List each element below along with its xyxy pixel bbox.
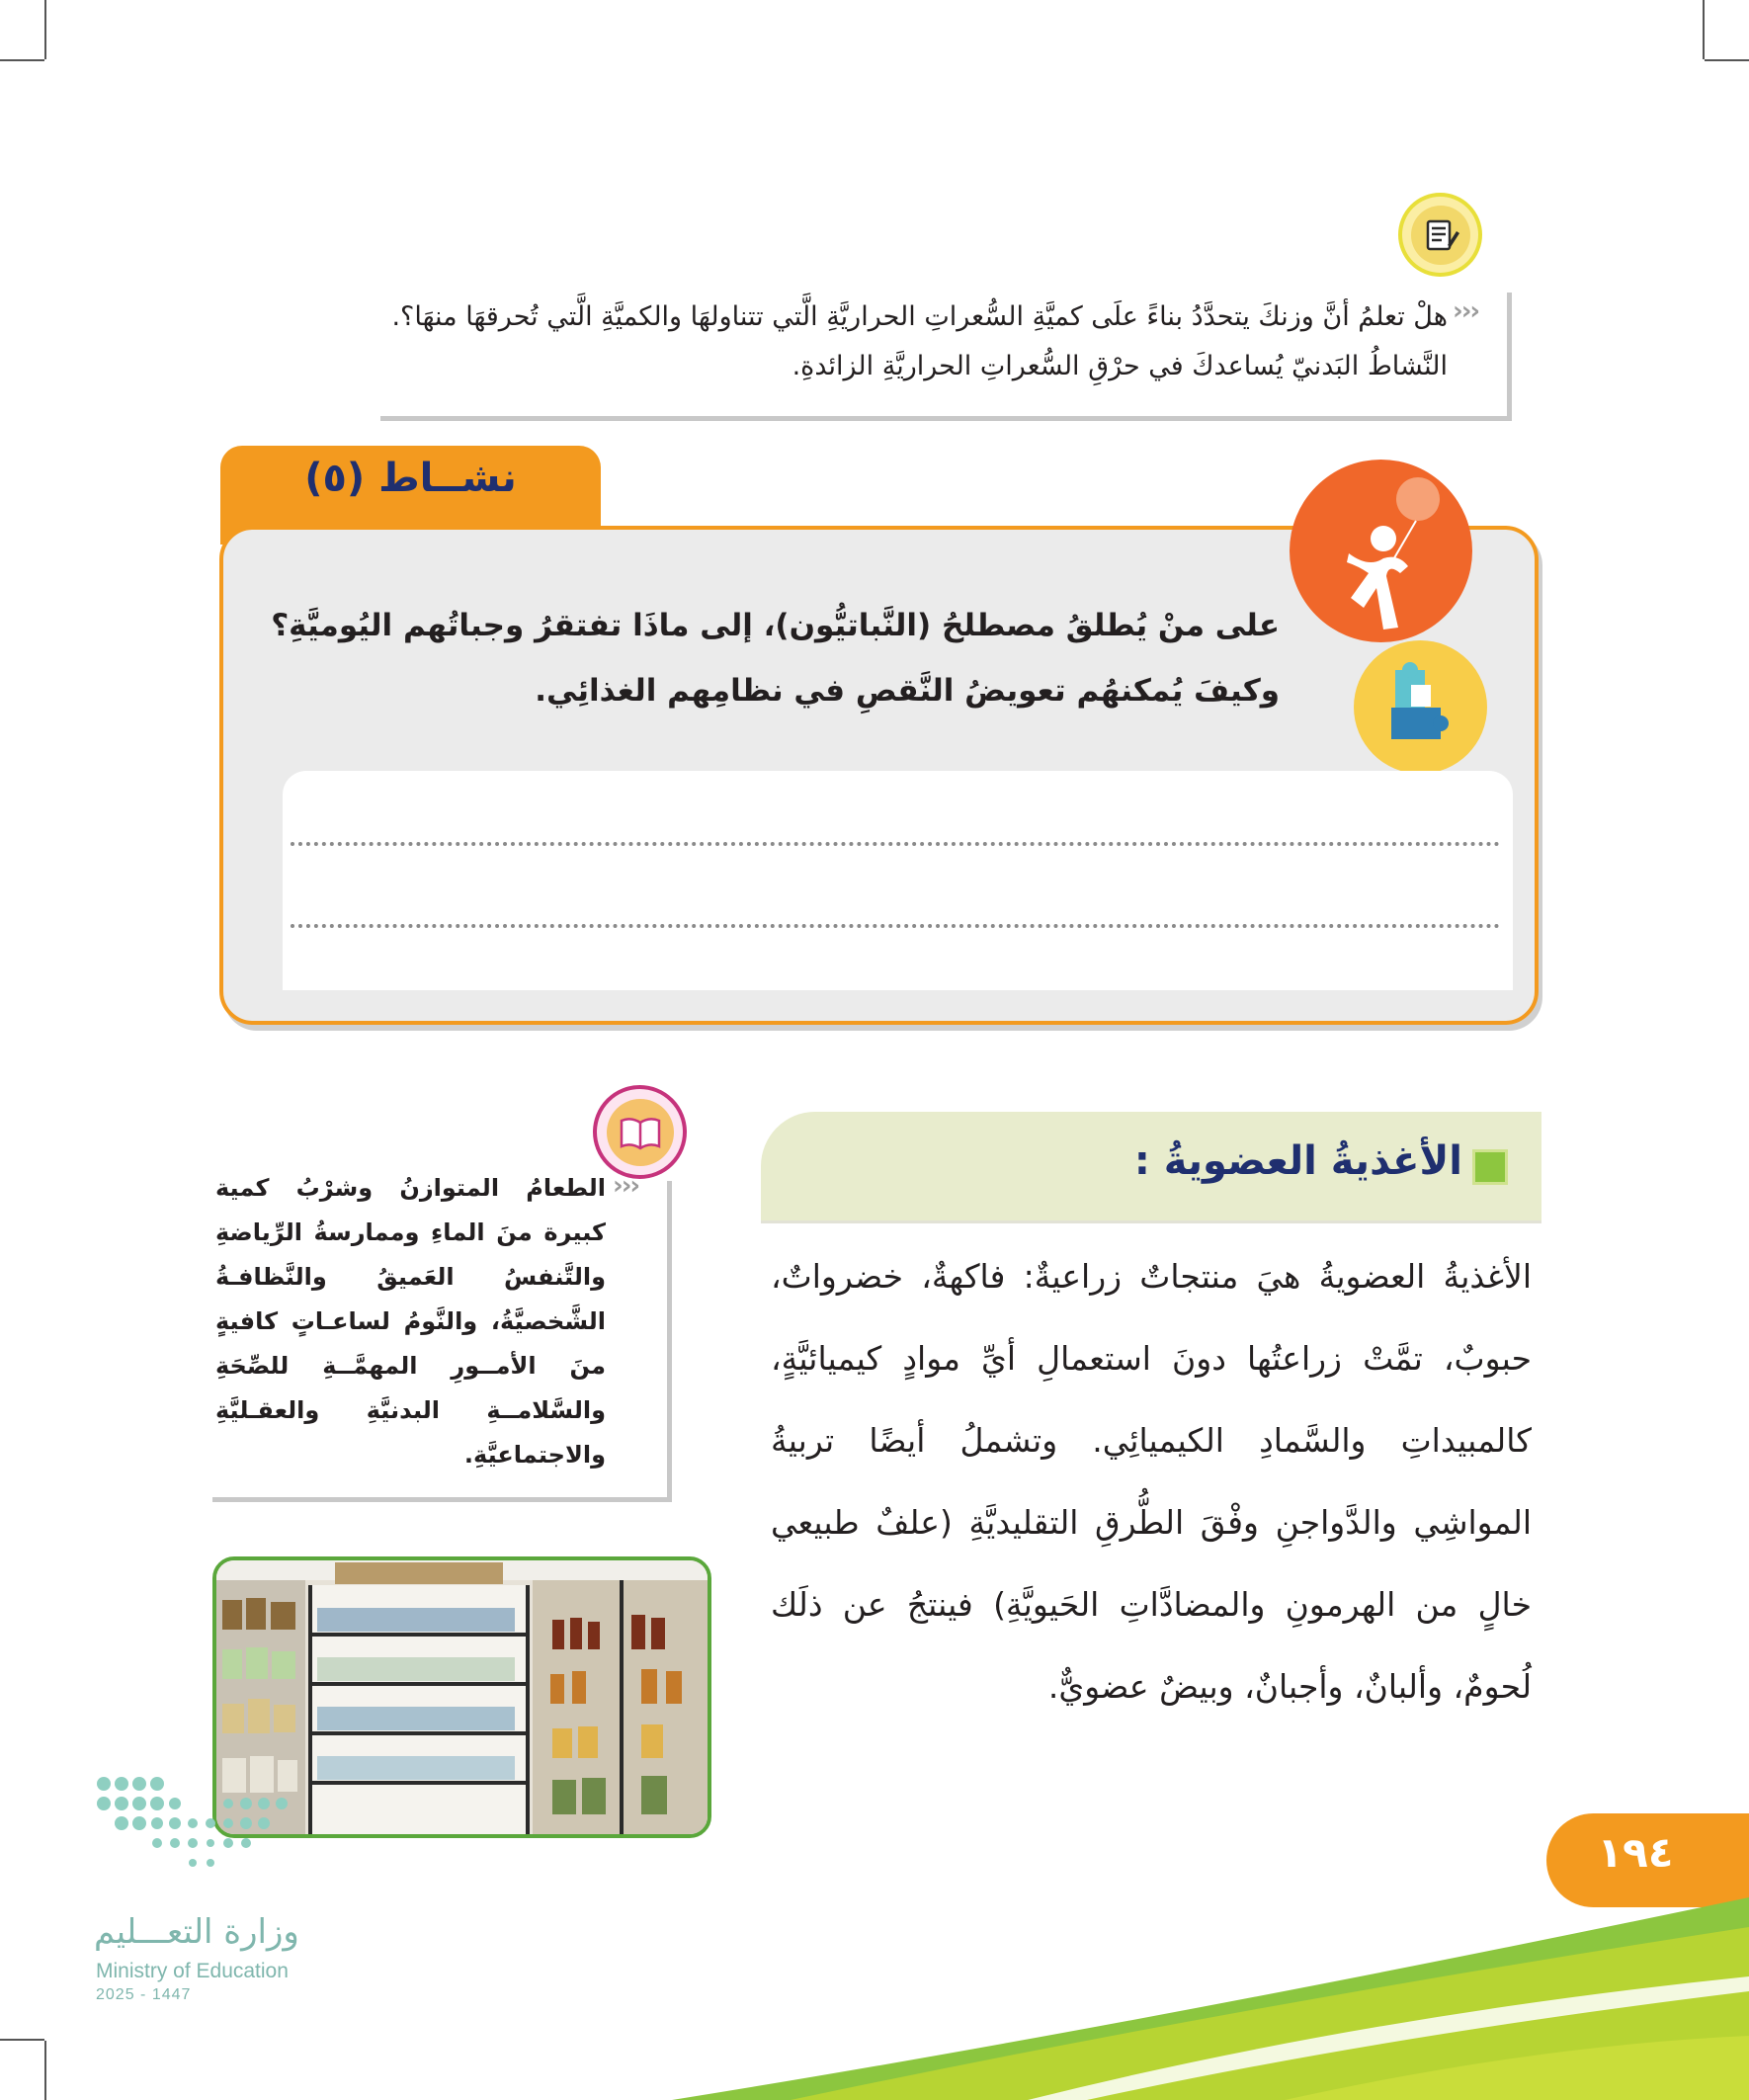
ministry-name-english: Ministry of Education (96, 1960, 289, 1982)
notes-icon (1398, 193, 1482, 277)
info-text: هلْ تعلمُ أنَّ وزنكَ يتحدَّدُ بناءً علَى كميَّةِ السُّعراتِ الحراريَّةِ الَّتي تتناولهَا والكميَّةِ الَّتي تُحرقهَا منهَا؟. النَّشاطُ البَدنيّ يُساعدكَ في حرْقِ السُّعراتِ الحراريَّةِ الزائدةِ. (391, 301, 1448, 381)
activity-question: على منْ يُطلقُ مصطلحُ (النَّباتيُّون)، إلى ماذَا تفتقرُ وجباتُهم اليُوميَّةِ؟ وكيفَ يُمكنهُم تعويضُ النَّقصِ في نظامِهم الغذائِي. (271, 608, 1280, 709)
ministry-name-arabic: وزارة التعـــليم (94, 1912, 299, 1952)
balloon-kid-icon (1290, 460, 1472, 642)
answer-area[interactable] (283, 771, 1513, 990)
activity-title: نشــاط (٥) (304, 456, 517, 501)
crop-mark (1705, 59, 1749, 61)
section-divider (761, 1220, 1541, 1223)
quote-marker: ››› (613, 1171, 639, 1201)
page-number: ١٩٤ (1597, 1828, 1674, 1877)
book-icon (593, 1085, 687, 1179)
ministry-year: 2025 - 1447 (96, 1986, 192, 2003)
puzzle-icon (1354, 640, 1487, 774)
section-body: الأغذيةُ العضويةُ هيَ منتجاتٌ زراعيةٌ: فاكهةٌ، خضرواتٌ، حبوبٌ، تمَّتْ زراعتُها دونَ استعمالِ أيِّ موادٍ كيميائيَّةٍ، كالمبيداتِ والسَّمادِ الكيميائِي. وتشملُ أيضًا تربيةُ المواشِي والدَّواجنِ وفْقَ الطُّرقِ التقليديَّةِ (علفٌ طبيعي خالٍ من الهرمونِ والمضادَّاتِ الحَيويَّةِ) فينتجُ عن ذلَك لُحومٌ، وألبانٌ، وأجبانٌ، وبيضٌ عضويٌّ. (771, 1257, 1532, 1706)
section-bullet (1472, 1149, 1508, 1185)
answer-line[interactable] (291, 842, 1500, 846)
crop-mark (44, 0, 46, 59)
section-title: الأغذيةُ العضويةُ : (1133, 1138, 1462, 1184)
quote-marker: ››› (1453, 296, 1479, 326)
note-text: الطعامُ المتوازنُ وشرْبُ كمية كبيرة منَ الماءِ وممارسةُ الرِّياضةِ والتَّنفسُ العَميقُ والنَّظافـةُ الشَّخصيَّةُ، والنَّومُ لساعـاتٍ كافيةٍ منَ الأمــورِ المهمَّــةِ للصِّحَةِ والسَّلامــةِ البدنيَّةِ والعقـليَّةِ والاجتماعيَّةِ. (215, 1174, 606, 1469)
green-swoosh-decoration (0, 1878, 1749, 2100)
crop-mark (0, 59, 44, 61)
ministry-logo-dots (94, 1774, 311, 1892)
answer-line[interactable] (291, 924, 1500, 928)
crop-mark (1703, 0, 1705, 59)
